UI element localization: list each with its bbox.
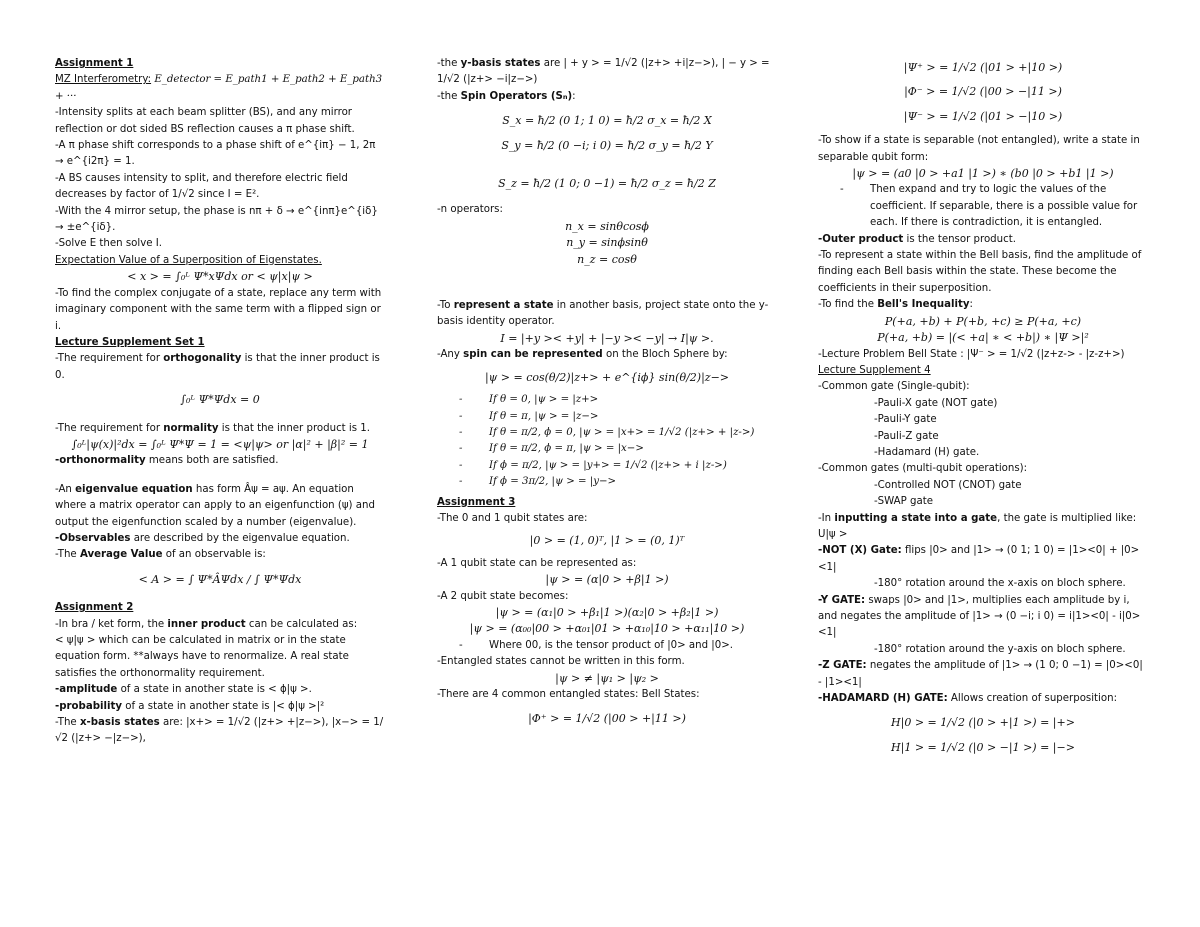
one-qubit-equation: |ψ > = (α|0 > +β|1 >): [545, 573, 669, 587]
bell-inequality-text: -To find the Bell's Inequality:: [818, 299, 973, 311]
gate-item: -Pauli-X gate (NOT gate): [874, 397, 998, 409]
qubit-states-text: -The 0 and 1 qubit states are:: [437, 512, 588, 524]
hadamard-gate-text: -HADAMARD (H) GATE: Allows creation of superposition:: [818, 693, 1118, 705]
not-gate-text: -NOT (X) Gate: flips |0> and |1> → (0 1; 1 0) = |1><0| + |0><1|: [818, 545, 1140, 573]
sz-equation: S_z = ħ/2 (1 0; 0 −1) = ħ/2 σ_z = ħ/2 Z: [498, 177, 716, 191]
input-state-text: -In inputting a state into a gate, the gate is multiplied like: U|ψ >: [818, 512, 1137, 540]
sy-equation: S_y = ħ/2 (0 −i; i 0) = ħ/2 σ_y = ħ/2 Y: [501, 138, 713, 152]
one-qubit-text: -A 1 qubit state can be represented as:: [437, 557, 637, 569]
identity-operator-equation: I = |+y >< +y| + |−y >< −y| → I|ψ >.: [500, 331, 714, 345]
entangled-equation: |ψ > ≠ |ψ₁ > |ψ₂ >: [555, 671, 659, 685]
orthogonality-text: -The requirement for orthogonality is that the inner product is 0.: [55, 353, 380, 381]
multi-qubit-gates-text: -Common gates (multi-qubit operations):: [818, 463, 1028, 475]
y-gate-text: -Y GATE: swaps |0> and |1>, multiplies each amplitude by i, and negates the amplitude of |1> → (0 −i; i 0) = i|1><0| - i|0><1|: [818, 594, 1141, 639]
bloch-equation: |ψ > = cos(θ/2)|z+> + e^{iϕ} sin(θ/2)|z−>: [484, 370, 730, 384]
bloch-case: - If θ = 0, |ψ > = |z+>: [437, 392, 777, 408]
solve-text: -Solve E then solve I.: [55, 238, 162, 250]
hadamard-zero-equation: H|0 > = 1/√2 (|0 > +|1 >) = |+>: [891, 716, 1075, 730]
intensity-split-text: -Intensity splits at each beam splitter (BS), and any mirror reflection or dot sided BS reflection causes a π phase shift.: [55, 107, 355, 135]
bra-ket-text: < ψ|ψ > which can be calculated in matrix or in the state equation form. **always have to renormalize. A real state satisfies the orthonormality requirement.: [55, 635, 349, 679]
lecture-supplement-4-heading: Lecture Supplement 4: [818, 364, 931, 376]
x-rotation-text: -180° rotation around the x-axis on bloch sphere.: [874, 578, 1126, 590]
entangled-text: -Entangled states cannot be written in this form.: [437, 656, 685, 668]
spin-operators-heading: -the Spin Operators (Sₙ):: [437, 90, 576, 102]
nz-equation: n_z = cosθ: [577, 252, 637, 266]
separable-text: -To show if a state is separable (not entangled), write a state in separable qubit form:: [818, 135, 1140, 163]
x-basis-text: -The x-basis states are: |x+> = 1/√2 (|z+> +|z−>), |x−> = 1/√2 (|z+> −|z−>),: [55, 717, 384, 745]
bell-state-psi-minus: |Ψ⁻ > = 1/√2 (|01 > −|10 >): [903, 109, 1063, 123]
tensor-product-note: - Where 00, is the tensor product of |0> and |0>.: [437, 638, 777, 654]
bell-state-phi-plus: |Φ⁺ > = 1/√2 (|00 > +|11 >): [528, 712, 686, 726]
two-qubit-equation-1: |ψ > = (α₁|0 > +β₁|1 >)(α₂|0 > +β₂|1 >): [495, 605, 719, 619]
probability-equation: P(+a, +b) = |(< +a| ∗ < +b|) ∗ |Ψ >|²: [877, 331, 1089, 345]
spacer: [55, 470, 385, 482]
observables-text: -Observables are described by the eigenvalue equation.: [55, 532, 350, 544]
column-3: [818, 56, 1148, 764]
eigenvalue-text: -An eigenvalue equation has form Âψ = aψ. An equation where a matrix operator can apply to an eigenfunction (ψ) and output the eigenfunction scaled by a number (eigenvalue).: [55, 483, 375, 528]
qubit-states-equation: |0 > = (1, 0)ᵀ, |1 > = (0, 1)ᵀ: [529, 534, 685, 548]
gate-item: -Hadamard (H) gate.: [874, 446, 980, 458]
ny-equation: n_y = sinϕsinθ: [566, 236, 648, 250]
bell-state-psi-plus: |Ψ⁺ > = 1/√2 (|01 > +|10 >): [903, 61, 1063, 74]
represent-state-text: -To represent a state in another basis, project state onto the y-basis identity operator.: [437, 300, 769, 328]
mz-interferometry-line: MZ Interferometry: E_detector = E_path1 + E_path2 + E_path3 + ···: [55, 74, 383, 102]
normality-equation: ∫₀ᴸ|ψ(x)|²dx = ∫₀ᴸ Ψ*Ψ = 1 = <ψ|ψ> or |α|² + |β|² = 1: [71, 437, 369, 451]
nx-equation: n_x = sinθcosϕ: [565, 219, 649, 233]
two-qubit-text: -A 2 qubit state becomes:: [437, 590, 569, 602]
average-value-equation: < A > = ∫ Ψ*ÂΨdx / ∫ Ψ*Ψdx: [138, 572, 302, 586]
amplitude-text: -amplitude of a state in another state is < ϕ|ψ >.: [55, 684, 312, 696]
bell-states-text: -There are 4 common entangled states: Bell States:: [437, 689, 700, 700]
orthogonality-equation: ∫₀ᴸ Ψ*Ψdx = 0: [180, 393, 260, 407]
assignment-2-heading: Assignment 2: [55, 602, 134, 614]
separable-note: - Then expand and try to logic the values of the coefficient. If separable, there is a possible value for each. If there is contradiction, it is entangled.: [818, 182, 1148, 231]
gate-item: -Controlled NOT (CNOT) gate: [874, 479, 1022, 491]
column-2: [437, 56, 777, 736]
bs-intensity-text: -A BS causes intensity to split, and therefore electric field decreases by factor of 1/√2 since I = E².: [55, 172, 348, 201]
separable-equation: |ψ > = (a0 |0 > +a1 |1 >) ∗ (b0 |0 > +b1 |1 >): [852, 167, 1114, 181]
assignment-1-heading: Assignment 1: [55, 58, 134, 69]
phase-shift-text: -A π phase shift corresponds to a phase shift of e^{iπ} − 1, 2π → e^{i2π} = 1.: [55, 140, 376, 168]
normality-text: -The requirement for normality is that the inner product is 1.: [55, 422, 371, 434]
inner-product-text: -In bra / ket form, the inner product can be calculated as:: [55, 618, 358, 630]
bloch-case: - If ϕ = π/2, |ψ > = |y+> = 1/√2 (|z+> + i |z->): [437, 458, 777, 474]
complex-conjugate-text: -To find the complex conjugate of a state, replace any term with imaginary component with the same term with a flipped sign or i.: [55, 287, 382, 332]
gate-item: -Pauli-Y gate: [874, 414, 937, 426]
lecture-supplement-1-heading: Lecture Supplement Set 1: [55, 336, 205, 348]
expectation-equation: < x > = ∫₀ᴸ Ψ*xΨdx or < ψ|x|ψ >: [127, 270, 313, 284]
bell-inequality-equation: P(+a, +b) + P(+b, +c) ≥ P(+a, +c): [884, 314, 1082, 328]
column-1: [55, 56, 385, 748]
sx-equation: S_x = ħ/2 (0 1; 1 0) = ħ/2 σ_x = ħ/2 X: [502, 114, 712, 128]
orthonormality-text: -orthonormality means both are satisfied.: [55, 455, 279, 467]
y-basis-text: -the y-basis states are | + y > = 1/√2 (|z+> +i|z−>), | − y > = 1/√2 (|z+> −i|z−>): [437, 58, 770, 86]
two-qubit-equation-2: |ψ > = (α₀₀|00 > +α₀₁|01 > +α₁₀|10 > +α₁₁|10 >): [469, 622, 745, 636]
probability-text: -probability of a state in another state is |< ϕ|ψ >|²: [55, 700, 325, 712]
mirror-setup-text: -With the 4 mirror setup, the phase is nπ + δ → e^{inπ}e^{iδ} → ±e^{iδ}.: [55, 205, 378, 234]
gate-item: -Pauli-Z gate: [874, 430, 939, 442]
outer-product-text: -Outer product is the tensor product.: [818, 233, 1016, 245]
bloch-case: - If θ = π, |ψ > = |z−>: [437, 409, 777, 425]
z-gate-text: -Z GATE: negates the amplitude of |1> → (1 0; 0 −1) = |0><0| - |1><1|: [818, 660, 1143, 688]
average-value-text: -The Average Value of an observable is:: [55, 549, 266, 561]
bell-basis-text: -To represent a state within the Bell basis, find the amplitude of finding each Bell basis within the state. These become the coefficients in their superposition.: [818, 250, 1142, 294]
single-qubit-gates-text: -Common gate (Single-qubit):: [818, 381, 970, 393]
n-operators-text: -n operators:: [437, 204, 503, 216]
y-rotation-text: -180° rotation around the y-axis on bloch sphere.: [874, 643, 1126, 655]
bell-state-phi-minus: |Φ⁻ > = 1/√2 (|00 > −|11 >): [904, 85, 1062, 99]
bloch-case: - If θ = π/2, ϕ = 0, |ψ > = |x+> = 1/√2 (|z+> + |z->): [437, 425, 777, 441]
bloch-case: - If ϕ = 3π/2, |ψ > = |y−>: [437, 474, 777, 490]
gate-item: -SWAP gate: [874, 496, 933, 508]
bloch-sphere-text: -Any spin can be represented on the Bloch Sphere by:: [437, 349, 728, 361]
lecture-bell-state-text: -Lecture Problem Bell State : |Ψ⁻ > = 1/√2 (|z+z-> - |z-z+>): [818, 348, 1125, 360]
expectation-value-heading: Expectation Value of a Superposition of Eigenstates.: [55, 254, 322, 266]
bloch-case: - If θ = π/2, ϕ = π, |ψ > = |x−>: [437, 441, 777, 457]
assignment-3-heading: Assignment 3: [437, 496, 516, 508]
hadamard-one-equation: H|1 > = 1/√2 (|0 > −|1 >) = |−>: [891, 740, 1075, 754]
